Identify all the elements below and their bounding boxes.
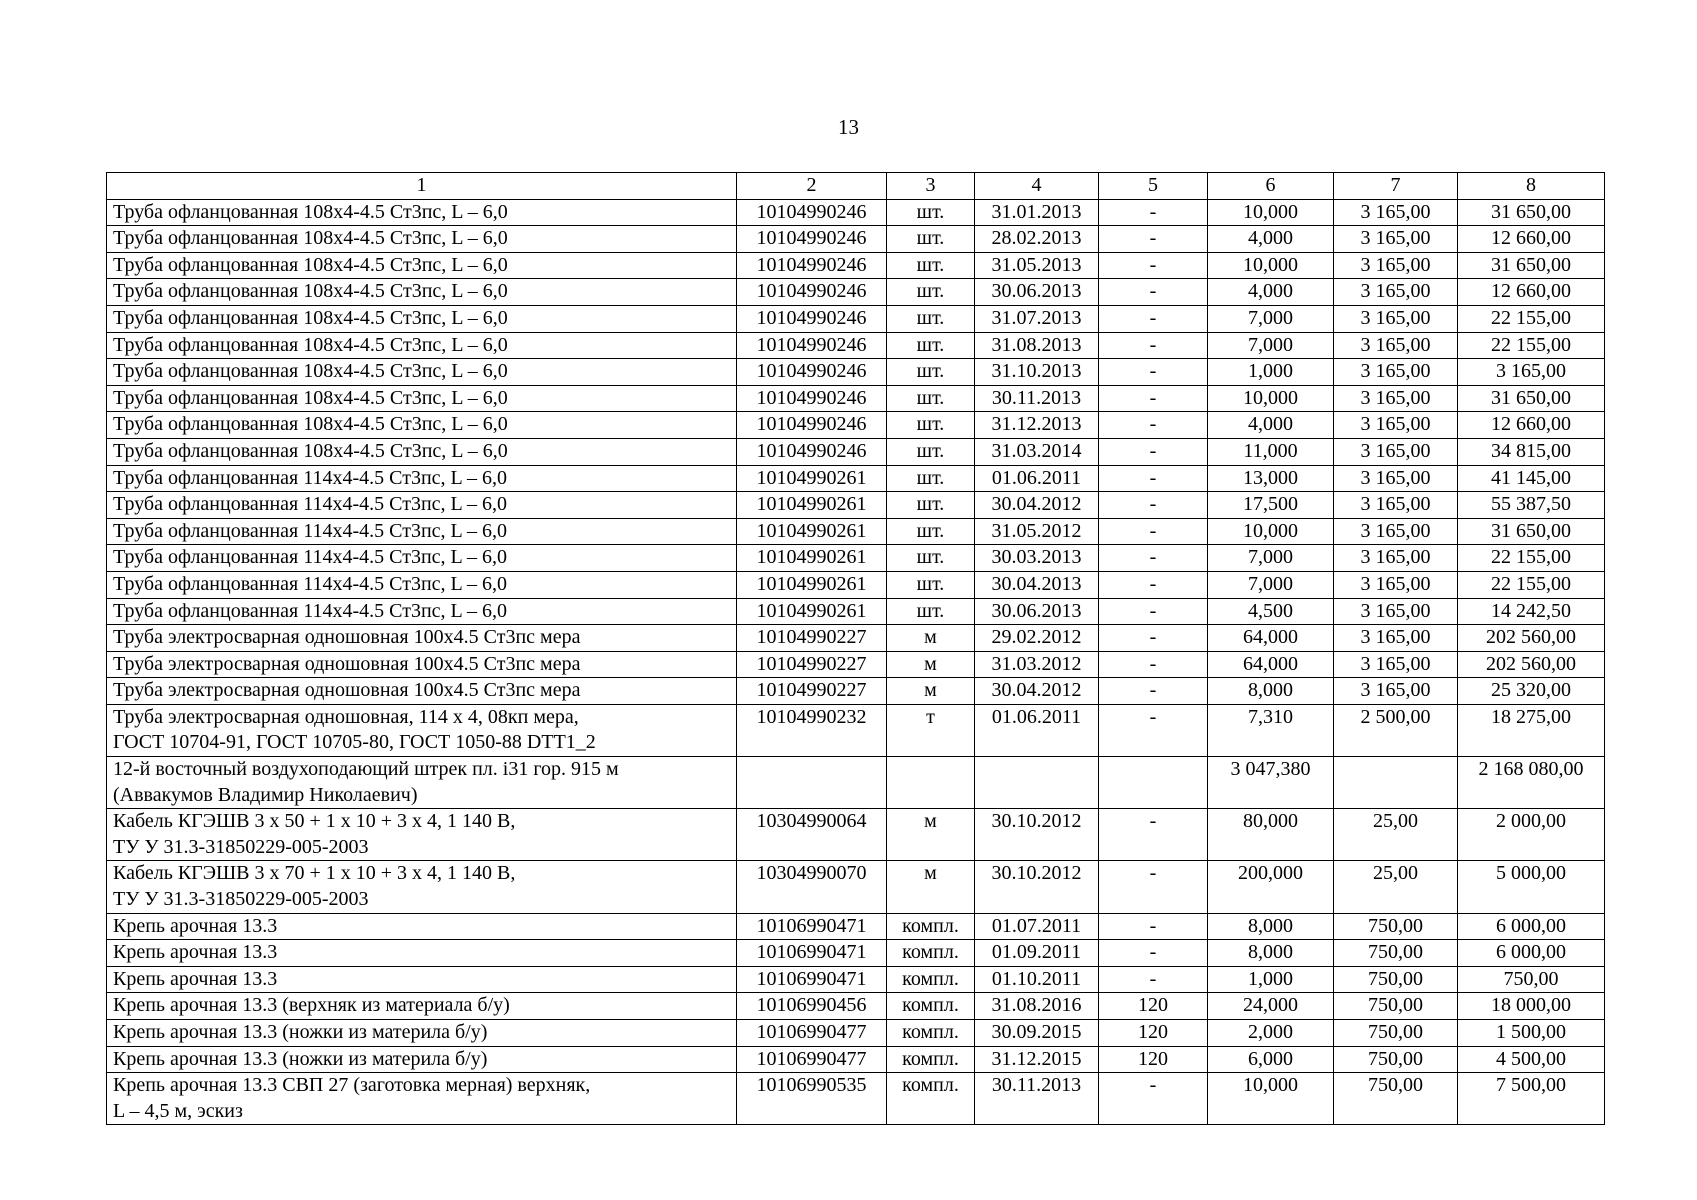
sum-cell: 18 000,00 bbox=[1458, 993, 1605, 1020]
table-row bbox=[107, 385, 1605, 412]
column-5-cell: - bbox=[1099, 332, 1208, 359]
quantity-cell: 10,000 bbox=[1208, 385, 1334, 412]
item-code-cell: 10104990261 bbox=[737, 571, 887, 598]
table-row bbox=[107, 651, 1605, 678]
column-5-cell: - bbox=[1099, 704, 1208, 756]
date-cell: 30.09.2015 bbox=[975, 1020, 1099, 1047]
date-cell: 30.06.2013 bbox=[975, 279, 1099, 306]
sum-cell: 5 000,00 bbox=[1458, 861, 1605, 913]
quantity-cell: 4,000 bbox=[1208, 226, 1334, 253]
quantity-cell: 8,000 bbox=[1208, 913, 1334, 940]
item-name-cell: Труба офланцованная 108х4-4.5 Ст3пс, L – 6,0 bbox=[107, 226, 737, 253]
unit-cell: шт. bbox=[887, 385, 975, 412]
sum-cell: 12 660,00 bbox=[1458, 226, 1605, 253]
column-5-cell: - bbox=[1099, 651, 1208, 678]
quantity-cell: 7,310 bbox=[1208, 704, 1334, 756]
date-cell: 31.07.2013 bbox=[975, 305, 1099, 332]
price-cell bbox=[1334, 757, 1458, 809]
column-5-cell: - bbox=[1099, 861, 1208, 913]
quantity-cell: 10,000 bbox=[1208, 518, 1334, 545]
sum-cell: 31 650,00 bbox=[1458, 518, 1605, 545]
quantity-cell: 6,000 bbox=[1208, 1046, 1334, 1073]
sum-cell: 7 500,00 bbox=[1458, 1073, 1605, 1125]
quantity-cell: 7,000 bbox=[1208, 332, 1334, 359]
quantity-cell: 4,000 bbox=[1208, 279, 1334, 306]
column-5-cell: - bbox=[1099, 226, 1208, 253]
unit-cell: компл. bbox=[887, 1046, 975, 1073]
date-cell: 30.03.2013 bbox=[975, 545, 1099, 572]
quantity-cell: 7,000 bbox=[1208, 305, 1334, 332]
column-header: 4 bbox=[975, 173, 1099, 200]
item-name-cell: Крепь арочная 13.3 (ножки из материла б/у) bbox=[107, 1046, 737, 1073]
table-row bbox=[107, 279, 1605, 306]
item-code-cell: 10104990246 bbox=[737, 359, 887, 386]
unit-cell: м bbox=[887, 651, 975, 678]
date-cell: 30.06.2013 bbox=[975, 598, 1099, 625]
quantity-cell: 10,000 bbox=[1208, 1073, 1334, 1125]
price-cell: 3 165,00 bbox=[1334, 492, 1458, 519]
price-cell: 750,00 bbox=[1334, 1020, 1458, 1047]
unit-cell: шт. bbox=[887, 226, 975, 253]
table-row bbox=[107, 359, 1605, 386]
item-code-cell: 10106990471 bbox=[737, 940, 887, 967]
quantity-cell: 1,000 bbox=[1208, 359, 1334, 386]
item-name-cell: Труба офланцованная 108х4-4.5 Ст3пс, L – 6,0 bbox=[107, 359, 737, 386]
price-cell: 3 165,00 bbox=[1334, 332, 1458, 359]
table-row bbox=[107, 465, 1605, 492]
price-cell: 3 165,00 bbox=[1334, 359, 1458, 386]
inventory-table bbox=[106, 172, 1605, 1125]
table-body bbox=[107, 173, 1605, 1125]
date-cell: 01.07.2011 bbox=[975, 913, 1099, 940]
quantity-cell: 8,000 bbox=[1208, 678, 1334, 705]
quantity-cell: 1,000 bbox=[1208, 966, 1334, 993]
sum-cell: 750,00 bbox=[1458, 966, 1605, 993]
column-5-cell: - bbox=[1099, 465, 1208, 492]
price-cell: 3 165,00 bbox=[1334, 678, 1458, 705]
price-cell: 750,00 bbox=[1334, 913, 1458, 940]
item-name-cell: Труба электросварная одношовная 100х4.5 Ст3пс мера bbox=[107, 625, 737, 652]
unit-cell: шт. bbox=[887, 359, 975, 386]
column-5-cell: - bbox=[1099, 518, 1208, 545]
item-code-cell: 10106990471 bbox=[737, 966, 887, 993]
sum-cell: 6 000,00 bbox=[1458, 940, 1605, 967]
price-cell: 3 165,00 bbox=[1334, 545, 1458, 572]
date-cell: 30.10.2012 bbox=[975, 861, 1099, 913]
column-5-cell: - bbox=[1099, 199, 1208, 226]
unit-cell: шт. bbox=[887, 412, 975, 439]
unit-cell: шт. bbox=[887, 199, 975, 226]
item-name-cell: Труба офланцованная 108х4-4.5 Ст3пс, L – 6,0 bbox=[107, 305, 737, 332]
date-cell: 30.10.2012 bbox=[975, 809, 1099, 861]
table-row bbox=[107, 252, 1605, 279]
date-cell: 31.08.2016 bbox=[975, 993, 1099, 1020]
unit-cell: м bbox=[887, 678, 975, 705]
table-row bbox=[107, 199, 1605, 226]
item-code-cell: 10104990246 bbox=[737, 199, 887, 226]
date-cell: 01.06.2011 bbox=[975, 704, 1099, 756]
column-5-cell bbox=[1099, 757, 1208, 809]
item-name-cell: Крепь арочная 13.3 bbox=[107, 966, 737, 993]
price-cell: 3 165,00 bbox=[1334, 438, 1458, 465]
price-cell: 3 165,00 bbox=[1334, 385, 1458, 412]
price-cell: 25,00 bbox=[1334, 861, 1458, 913]
price-cell: 3 165,00 bbox=[1334, 465, 1458, 492]
column-5-cell: - bbox=[1099, 492, 1208, 519]
table-row bbox=[107, 704, 1605, 756]
item-name-cell: Труба электросварная одношовная 100х4.5 Ст3пс мера bbox=[107, 678, 737, 705]
price-cell: 750,00 bbox=[1334, 940, 1458, 967]
table-row bbox=[107, 861, 1605, 913]
quantity-cell: 11,000 bbox=[1208, 438, 1334, 465]
item-code-cell: 10106990471 bbox=[737, 913, 887, 940]
item-name-cell: Крепь арочная 13.3 (верхняк из материала б/у) bbox=[107, 993, 737, 1020]
unit-cell: шт. bbox=[887, 279, 975, 306]
date-cell: 01.09.2011 bbox=[975, 940, 1099, 967]
sum-cell: 2 000,00 bbox=[1458, 809, 1605, 861]
item-code-cell: 10106990477 bbox=[737, 1020, 887, 1047]
item-code-cell: 10104990227 bbox=[737, 625, 887, 652]
sum-cell: 202 560,00 bbox=[1458, 651, 1605, 678]
unit-cell: шт. bbox=[887, 571, 975, 598]
date-cell: 31.10.2013 bbox=[975, 359, 1099, 386]
unit-cell: шт. bbox=[887, 545, 975, 572]
sum-cell: 22 155,00 bbox=[1458, 545, 1605, 572]
column-5-cell: - bbox=[1099, 625, 1208, 652]
item-name-cell: 12-й восточный воздухоподающий штрек пл. i31 гор. 915 м (Аввакумов Владимир Николаевич) bbox=[107, 757, 737, 809]
item-name-cell: Кабель КГЭШВ 3 х 50 + 1 х 10 + 3 х 4, 1 140 В, ТУ У 31.3-31850229-005-2003 bbox=[107, 809, 737, 861]
header-row bbox=[107, 173, 1605, 200]
table-row bbox=[107, 993, 1605, 1020]
date-cell: 01.10.2011 bbox=[975, 966, 1099, 993]
table-row bbox=[107, 757, 1605, 809]
item-name-cell: Труба офланцованная 108х4-4.5 Ст3пс, L – 6,0 bbox=[107, 385, 737, 412]
item-name-cell: Труба офланцованная 108х4-4.5 Ст3пс, L – 6,0 bbox=[107, 279, 737, 306]
date-cell: 30.04.2012 bbox=[975, 492, 1099, 519]
sum-cell: 25 320,00 bbox=[1458, 678, 1605, 705]
price-cell: 3 165,00 bbox=[1334, 199, 1458, 226]
column-5-cell: - bbox=[1099, 571, 1208, 598]
item-name-cell: Крепь арочная 13.3 СВП 27 (заготовка мерная) верхняк, L – 4,5 м, эскиз bbox=[107, 1073, 737, 1125]
unit-cell: шт. bbox=[887, 492, 975, 519]
price-cell: 750,00 bbox=[1334, 993, 1458, 1020]
item-code-cell: 10104990246 bbox=[737, 305, 887, 332]
column-5-cell: - bbox=[1099, 359, 1208, 386]
sum-cell: 22 155,00 bbox=[1458, 332, 1605, 359]
sum-cell: 6 000,00 bbox=[1458, 913, 1605, 940]
column-header: 8 bbox=[1458, 173, 1605, 200]
table-row bbox=[107, 1046, 1605, 1073]
column-5-cell: - bbox=[1099, 678, 1208, 705]
unit-cell: компл. bbox=[887, 940, 975, 967]
price-cell: 3 165,00 bbox=[1334, 226, 1458, 253]
quantity-cell: 7,000 bbox=[1208, 545, 1334, 572]
column-5-cell: - bbox=[1099, 1073, 1208, 1125]
table-row bbox=[107, 492, 1605, 519]
price-cell: 2 500,00 bbox=[1334, 704, 1458, 756]
quantity-cell: 10,000 bbox=[1208, 252, 1334, 279]
item-code-cell: 10104990261 bbox=[737, 598, 887, 625]
item-name-cell: Крепь арочная 13.3 bbox=[107, 940, 737, 967]
item-name-cell: Труба офланцованная 114х4-4.5 Ст3пс, L – 6,0 bbox=[107, 571, 737, 598]
quantity-cell: 7,000 bbox=[1208, 571, 1334, 598]
table-row bbox=[107, 571, 1605, 598]
price-cell: 750,00 bbox=[1334, 1046, 1458, 1073]
column-header: 1 bbox=[107, 173, 737, 200]
column-5-cell: - bbox=[1099, 966, 1208, 993]
item-code-cell: 10104990246 bbox=[737, 438, 887, 465]
item-name-cell: Крепь арочная 13.3 (ножки из материла б/у) bbox=[107, 1020, 737, 1047]
table-row bbox=[107, 305, 1605, 332]
table-row bbox=[107, 1073, 1605, 1125]
quantity-cell: 4,500 bbox=[1208, 598, 1334, 625]
item-code-cell: 10106990456 bbox=[737, 993, 887, 1020]
unit-cell: т bbox=[887, 704, 975, 756]
price-cell: 3 165,00 bbox=[1334, 571, 1458, 598]
table-row bbox=[107, 226, 1605, 253]
item-code-cell: 10104990261 bbox=[737, 545, 887, 572]
quantity-cell: 3 047,380 bbox=[1208, 757, 1334, 809]
date-cell bbox=[975, 757, 1099, 809]
item-code-cell: 10106990477 bbox=[737, 1046, 887, 1073]
item-code-cell: 10104990246 bbox=[737, 279, 887, 306]
item-code-cell: 10104990227 bbox=[737, 651, 887, 678]
price-cell: 3 165,00 bbox=[1334, 625, 1458, 652]
column-5-cell: - bbox=[1099, 385, 1208, 412]
item-code-cell: 10104990246 bbox=[737, 412, 887, 439]
item-name-cell: Труба офланцованная 114х4-4.5 Ст3пс, L – 6,0 bbox=[107, 545, 737, 572]
sum-cell: 31 650,00 bbox=[1458, 199, 1605, 226]
column-5-cell: - bbox=[1099, 913, 1208, 940]
column-header: 3 bbox=[887, 173, 975, 200]
column-5-cell: - bbox=[1099, 940, 1208, 967]
table-row bbox=[107, 412, 1605, 439]
column-5-cell: 120 bbox=[1099, 1046, 1208, 1073]
item-name-cell: Труба офланцованная 114х4-4.5 Ст3пс, L – 6,0 bbox=[107, 518, 737, 545]
table-row bbox=[107, 625, 1605, 652]
sum-cell: 12 660,00 bbox=[1458, 412, 1605, 439]
column-header: 2 bbox=[737, 173, 887, 200]
quantity-cell: 200,000 bbox=[1208, 861, 1334, 913]
sum-cell: 1 500,00 bbox=[1458, 1020, 1605, 1047]
item-name-cell: Кабель КГЭШВ 3 х 70 + 1 х 10 + 3 х 4, 1 140 В, ТУ У 31.3-31850229-005-2003 bbox=[107, 861, 737, 913]
unit-cell: шт. bbox=[887, 518, 975, 545]
unit-cell bbox=[887, 757, 975, 809]
date-cell: 31.01.2013 bbox=[975, 199, 1099, 226]
sum-cell: 14 242,50 bbox=[1458, 598, 1605, 625]
item-name-cell: Труба электросварная одношовная, 114 х 4, 08кп мера, ГОСТ 10704-91, ГОСТ 10705-80, ГОСТ 1050-88 DTT1_2 bbox=[107, 704, 737, 756]
quantity-cell: 10,000 bbox=[1208, 199, 1334, 226]
unit-cell: компл. bbox=[887, 1020, 975, 1047]
item-name-cell: Труба электросварная одношовная 100х4.5 Ст3пс мера bbox=[107, 651, 737, 678]
quantity-cell: 64,000 bbox=[1208, 651, 1334, 678]
item-name-cell: Труба офланцованная 114х4-4.5 Ст3пс, L – 6,0 bbox=[107, 465, 737, 492]
price-cell: 750,00 bbox=[1334, 966, 1458, 993]
sum-cell: 4 500,00 bbox=[1458, 1046, 1605, 1073]
item-code-cell: 10104990246 bbox=[737, 226, 887, 253]
date-cell: 28.02.2013 bbox=[975, 226, 1099, 253]
item-code-cell: 10104990246 bbox=[737, 385, 887, 412]
date-cell: 01.06.2011 bbox=[975, 465, 1099, 492]
unit-cell: шт. bbox=[887, 598, 975, 625]
date-cell: 31.12.2015 bbox=[975, 1046, 1099, 1073]
sum-cell: 34 815,00 bbox=[1458, 438, 1605, 465]
sum-cell: 202 560,00 bbox=[1458, 625, 1605, 652]
sum-cell: 12 660,00 bbox=[1458, 279, 1605, 306]
date-cell: 30.04.2013 bbox=[975, 571, 1099, 598]
date-cell: 31.08.2013 bbox=[975, 332, 1099, 359]
item-name-cell: Труба офланцованная 114х4-4.5 Ст3пс, L – 6,0 bbox=[107, 598, 737, 625]
sum-cell: 3 165,00 bbox=[1458, 359, 1605, 386]
quantity-cell: 8,000 bbox=[1208, 940, 1334, 967]
item-name-cell: Труба офланцованная 108х4-4.5 Ст3пс, L – 6,0 bbox=[107, 252, 737, 279]
unit-cell: шт. bbox=[887, 438, 975, 465]
unit-cell: компл. bbox=[887, 1073, 975, 1125]
column-5-cell: - bbox=[1099, 305, 1208, 332]
unit-cell: шт. bbox=[887, 465, 975, 492]
item-code-cell bbox=[737, 757, 887, 809]
column-5-cell: 120 bbox=[1099, 1020, 1208, 1047]
price-cell: 3 165,00 bbox=[1334, 252, 1458, 279]
quantity-cell: 17,500 bbox=[1208, 492, 1334, 519]
column-5-cell: - bbox=[1099, 598, 1208, 625]
date-cell: 31.05.2013 bbox=[975, 252, 1099, 279]
sum-cell: 22 155,00 bbox=[1458, 305, 1605, 332]
item-name-cell: Труба офланцованная 114х4-4.5 Ст3пс, L – 6,0 bbox=[107, 492, 737, 519]
unit-cell: м bbox=[887, 625, 975, 652]
date-cell: 31.03.2012 bbox=[975, 651, 1099, 678]
quantity-cell: 64,000 bbox=[1208, 625, 1334, 652]
page-number: 13 bbox=[838, 115, 859, 139]
item-code-cell: 10104990261 bbox=[737, 518, 887, 545]
unit-cell: компл. bbox=[887, 913, 975, 940]
item-code-cell: 10104990232 bbox=[737, 704, 887, 756]
table-row bbox=[107, 598, 1605, 625]
column-header: 6 bbox=[1208, 173, 1334, 200]
date-cell: 31.05.2012 bbox=[975, 518, 1099, 545]
price-cell: 750,00 bbox=[1334, 1073, 1458, 1125]
column-header: 7 bbox=[1334, 173, 1458, 200]
column-5-cell: - bbox=[1099, 545, 1208, 572]
price-cell: 3 165,00 bbox=[1334, 518, 1458, 545]
item-code-cell: 10104990246 bbox=[737, 252, 887, 279]
table-row bbox=[107, 545, 1605, 572]
sum-cell: 22 155,00 bbox=[1458, 571, 1605, 598]
sum-cell: 55 387,50 bbox=[1458, 492, 1605, 519]
sum-cell: 31 650,00 bbox=[1458, 252, 1605, 279]
quantity-cell: 24,000 bbox=[1208, 993, 1334, 1020]
price-cell: 3 165,00 bbox=[1334, 279, 1458, 306]
item-code-cell: 10304990070 bbox=[737, 861, 887, 913]
table-row bbox=[107, 1020, 1605, 1047]
unit-cell: шт. bbox=[887, 305, 975, 332]
column-5-cell: - bbox=[1099, 252, 1208, 279]
item-name-cell: Труба офланцованная 108х4-4.5 Ст3пс, L – 6,0 bbox=[107, 412, 737, 439]
price-cell: 3 165,00 bbox=[1334, 305, 1458, 332]
unit-cell: компл. bbox=[887, 993, 975, 1020]
column-5-cell: - bbox=[1099, 809, 1208, 861]
column-5-cell: - bbox=[1099, 279, 1208, 306]
sum-cell: 18 275,00 bbox=[1458, 704, 1605, 756]
item-code-cell: 10104990261 bbox=[737, 492, 887, 519]
item-code-cell: 10106990535 bbox=[737, 1073, 887, 1125]
table-row bbox=[107, 332, 1605, 359]
item-name-cell: Крепь арочная 13.3 bbox=[107, 913, 737, 940]
sum-cell: 2 168 080,00 bbox=[1458, 757, 1605, 809]
item-code-cell: 10304990064 bbox=[737, 809, 887, 861]
unit-cell: м bbox=[887, 809, 975, 861]
unit-cell: шт. bbox=[887, 332, 975, 359]
column-5-cell: - bbox=[1099, 438, 1208, 465]
unit-cell: компл. bbox=[887, 966, 975, 993]
sum-cell: 31 650,00 bbox=[1458, 385, 1605, 412]
date-cell: 31.03.2014 bbox=[975, 438, 1099, 465]
column-5-cell: 120 bbox=[1099, 993, 1208, 1020]
date-cell: 30.11.2013 bbox=[975, 1073, 1099, 1125]
quantity-cell: 13,000 bbox=[1208, 465, 1334, 492]
item-code-cell: 10104990246 bbox=[737, 332, 887, 359]
price-cell: 25,00 bbox=[1334, 809, 1458, 861]
date-cell: 29.02.2012 bbox=[975, 625, 1099, 652]
price-cell: 3 165,00 bbox=[1334, 412, 1458, 439]
column-header: 5 bbox=[1099, 173, 1208, 200]
date-cell: 30.04.2012 bbox=[975, 678, 1099, 705]
price-cell: 3 165,00 bbox=[1334, 651, 1458, 678]
quantity-cell: 80,000 bbox=[1208, 809, 1334, 861]
unit-cell: шт. bbox=[887, 252, 975, 279]
date-cell: 30.11.2013 bbox=[975, 385, 1099, 412]
date-cell: 31.12.2013 bbox=[975, 412, 1099, 439]
table-row bbox=[107, 913, 1605, 940]
table-row bbox=[107, 966, 1605, 993]
table-row bbox=[107, 438, 1605, 465]
item-name-cell: Труба офланцованная 108х4-4.5 Ст3пс, L – 6,0 bbox=[107, 199, 737, 226]
unit-cell: м bbox=[887, 861, 975, 913]
item-code-cell: 10104990261 bbox=[737, 465, 887, 492]
quantity-cell: 2,000 bbox=[1208, 1020, 1334, 1047]
item-name-cell: Труба офланцованная 108х4-4.5 Ст3пс, L – 6,0 bbox=[107, 438, 737, 465]
table-row bbox=[107, 518, 1605, 545]
item-code-cell: 10104990227 bbox=[737, 678, 887, 705]
price-cell: 3 165,00 bbox=[1334, 598, 1458, 625]
table-row bbox=[107, 678, 1605, 705]
quantity-cell: 4,000 bbox=[1208, 412, 1334, 439]
table-row bbox=[107, 940, 1605, 967]
sum-cell: 41 145,00 bbox=[1458, 465, 1605, 492]
table-row bbox=[107, 809, 1605, 861]
item-name-cell: Труба офланцованная 108х4-4.5 Ст3пс, L – 6,0 bbox=[107, 332, 737, 359]
column-5-cell: - bbox=[1099, 412, 1208, 439]
